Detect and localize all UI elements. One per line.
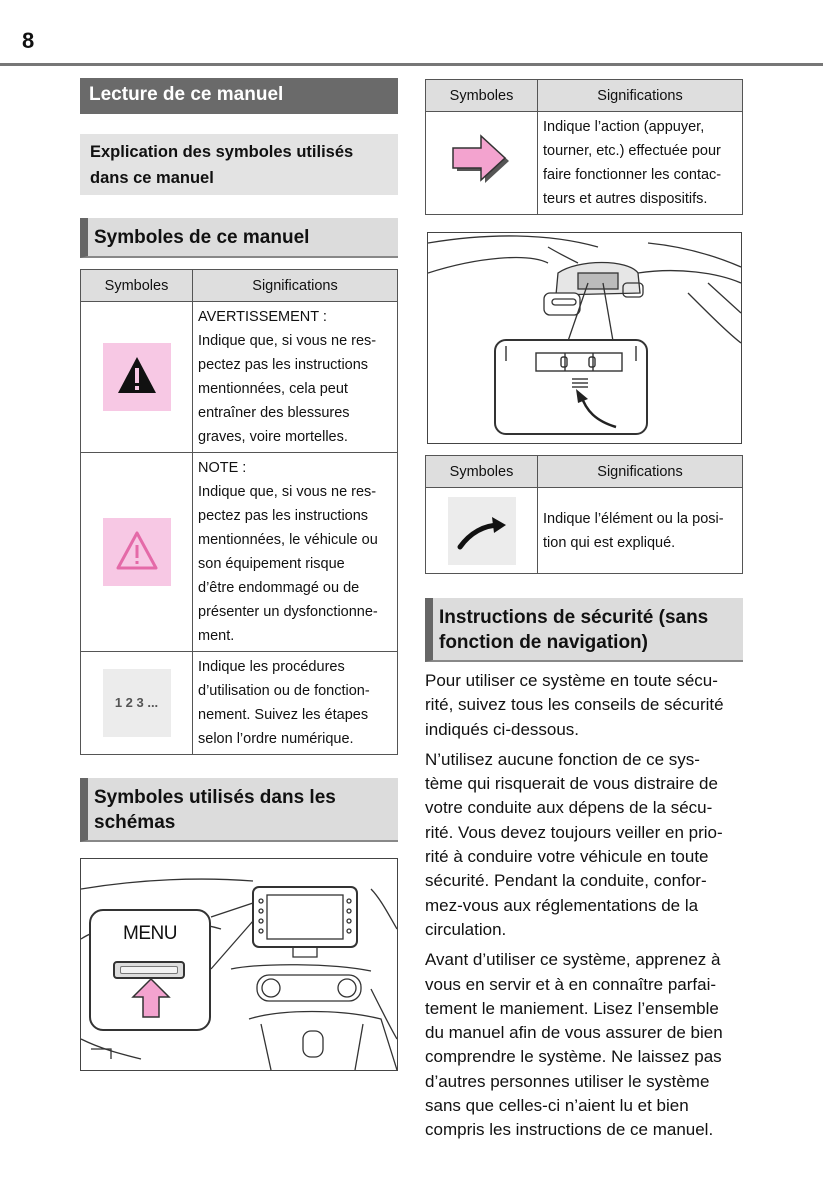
dashboard-figure <box>80 858 398 1071</box>
section-title: Lecture de ce manuel <box>80 78 398 114</box>
table-col-symbols: Symboles <box>426 456 538 488</box>
heading-symbols-manual: Symboles de ce manuel <box>80 218 398 258</box>
pointer-arrow-icon <box>448 497 516 565</box>
paragraph: Pour utiliser ce système en toute sécu- rité, suivez tous les conseils de sécurité indiqués ci-dessous. <box>425 671 724 739</box>
warning-icon <box>103 343 171 411</box>
note-description: NOTE : Indique que, si vous ne res- pectez pas les instructions mentionnées, le véhicule ou son équipement risque d’être endommagé ou de présenter un dysfonctionne- ment. <box>193 453 398 652</box>
menu-callout <box>89 909 211 1031</box>
top-rule <box>0 63 823 66</box>
table-col-meanings: Significations <box>193 270 398 302</box>
warning-description: AVERTISSEMENT : Indique que, si vous ne res- pectez pas les instructions mentionnées, cela peut entraîner des blessures graves, voire mortelles. <box>193 302 398 453</box>
action-description: Indique l’action (appuyer, tourner, etc.) effectuée pour faire fonctionner les contac- teurs et autres dispositifs. <box>538 112 743 215</box>
table-row <box>426 488 743 574</box>
table-row <box>81 652 398 755</box>
table-col-symbols: Symboles <box>426 80 538 112</box>
console-callout <box>494 339 648 435</box>
page-number: 8 <box>22 28 35 53</box>
table-col-meanings: Significations <box>538 456 743 488</box>
overhead-console-figure <box>427 232 742 444</box>
action-arrow-icon <box>447 133 517 189</box>
element-table <box>425 455 743 574</box>
heading-diagram-symbols: Symboles utilisés dans les schémas <box>80 778 398 842</box>
table-col-symbols: Symboles <box>81 270 193 302</box>
table-row <box>81 302 398 453</box>
safety-text <box>425 669 743 1149</box>
sub-title: Explication des symboles utilisés dans ce manuel <box>80 134 398 195</box>
symbols-table <box>80 269 398 755</box>
menu-label: MENU <box>123 923 177 944</box>
heading-safety-instructions: Instructions de sécurité (sans fonction de navigation) <box>425 598 743 662</box>
table-col-meanings: Significations <box>538 80 743 112</box>
table-row <box>426 112 743 215</box>
paragraph: N’utilisez aucune fonction de ce sys- tème qui risquerait de vous distraire de votre conduite aux dépens de la sécu- rité. Vous devez toujours veiller en prio- rité à conduire votre véhicule en toute sécurité. Pendant la conduite, confor- mez-vous aux réglementations de la circulation. <box>425 749 723 939</box>
procedure-description: Indique les procédures d’utilisation ou de fonction- nement. Suivez les étapes selon l’ordre numérique. <box>193 652 398 755</box>
step-numbers-icon: 1 2 3 ... <box>103 669 171 737</box>
element-description: Indique l’élément ou la posi- tion qui est expliqué. <box>538 488 743 574</box>
press-arrow-icon <box>129 977 173 1021</box>
paragraph: Avant d’utiliser ce système, apprenez à vous en servir et à en connaître parfai- tement le maniement. Lisez l’ensemble du manuel afin de vous assurer de bien comprendre le système. Ne laissez pas d’autres personnes utiliser le système sans que celles-ci n’aient lu et bien compris les instructions de ce manuel. <box>425 950 723 1140</box>
table-row <box>81 453 398 652</box>
caution-icon <box>103 518 171 586</box>
action-table <box>425 79 743 215</box>
